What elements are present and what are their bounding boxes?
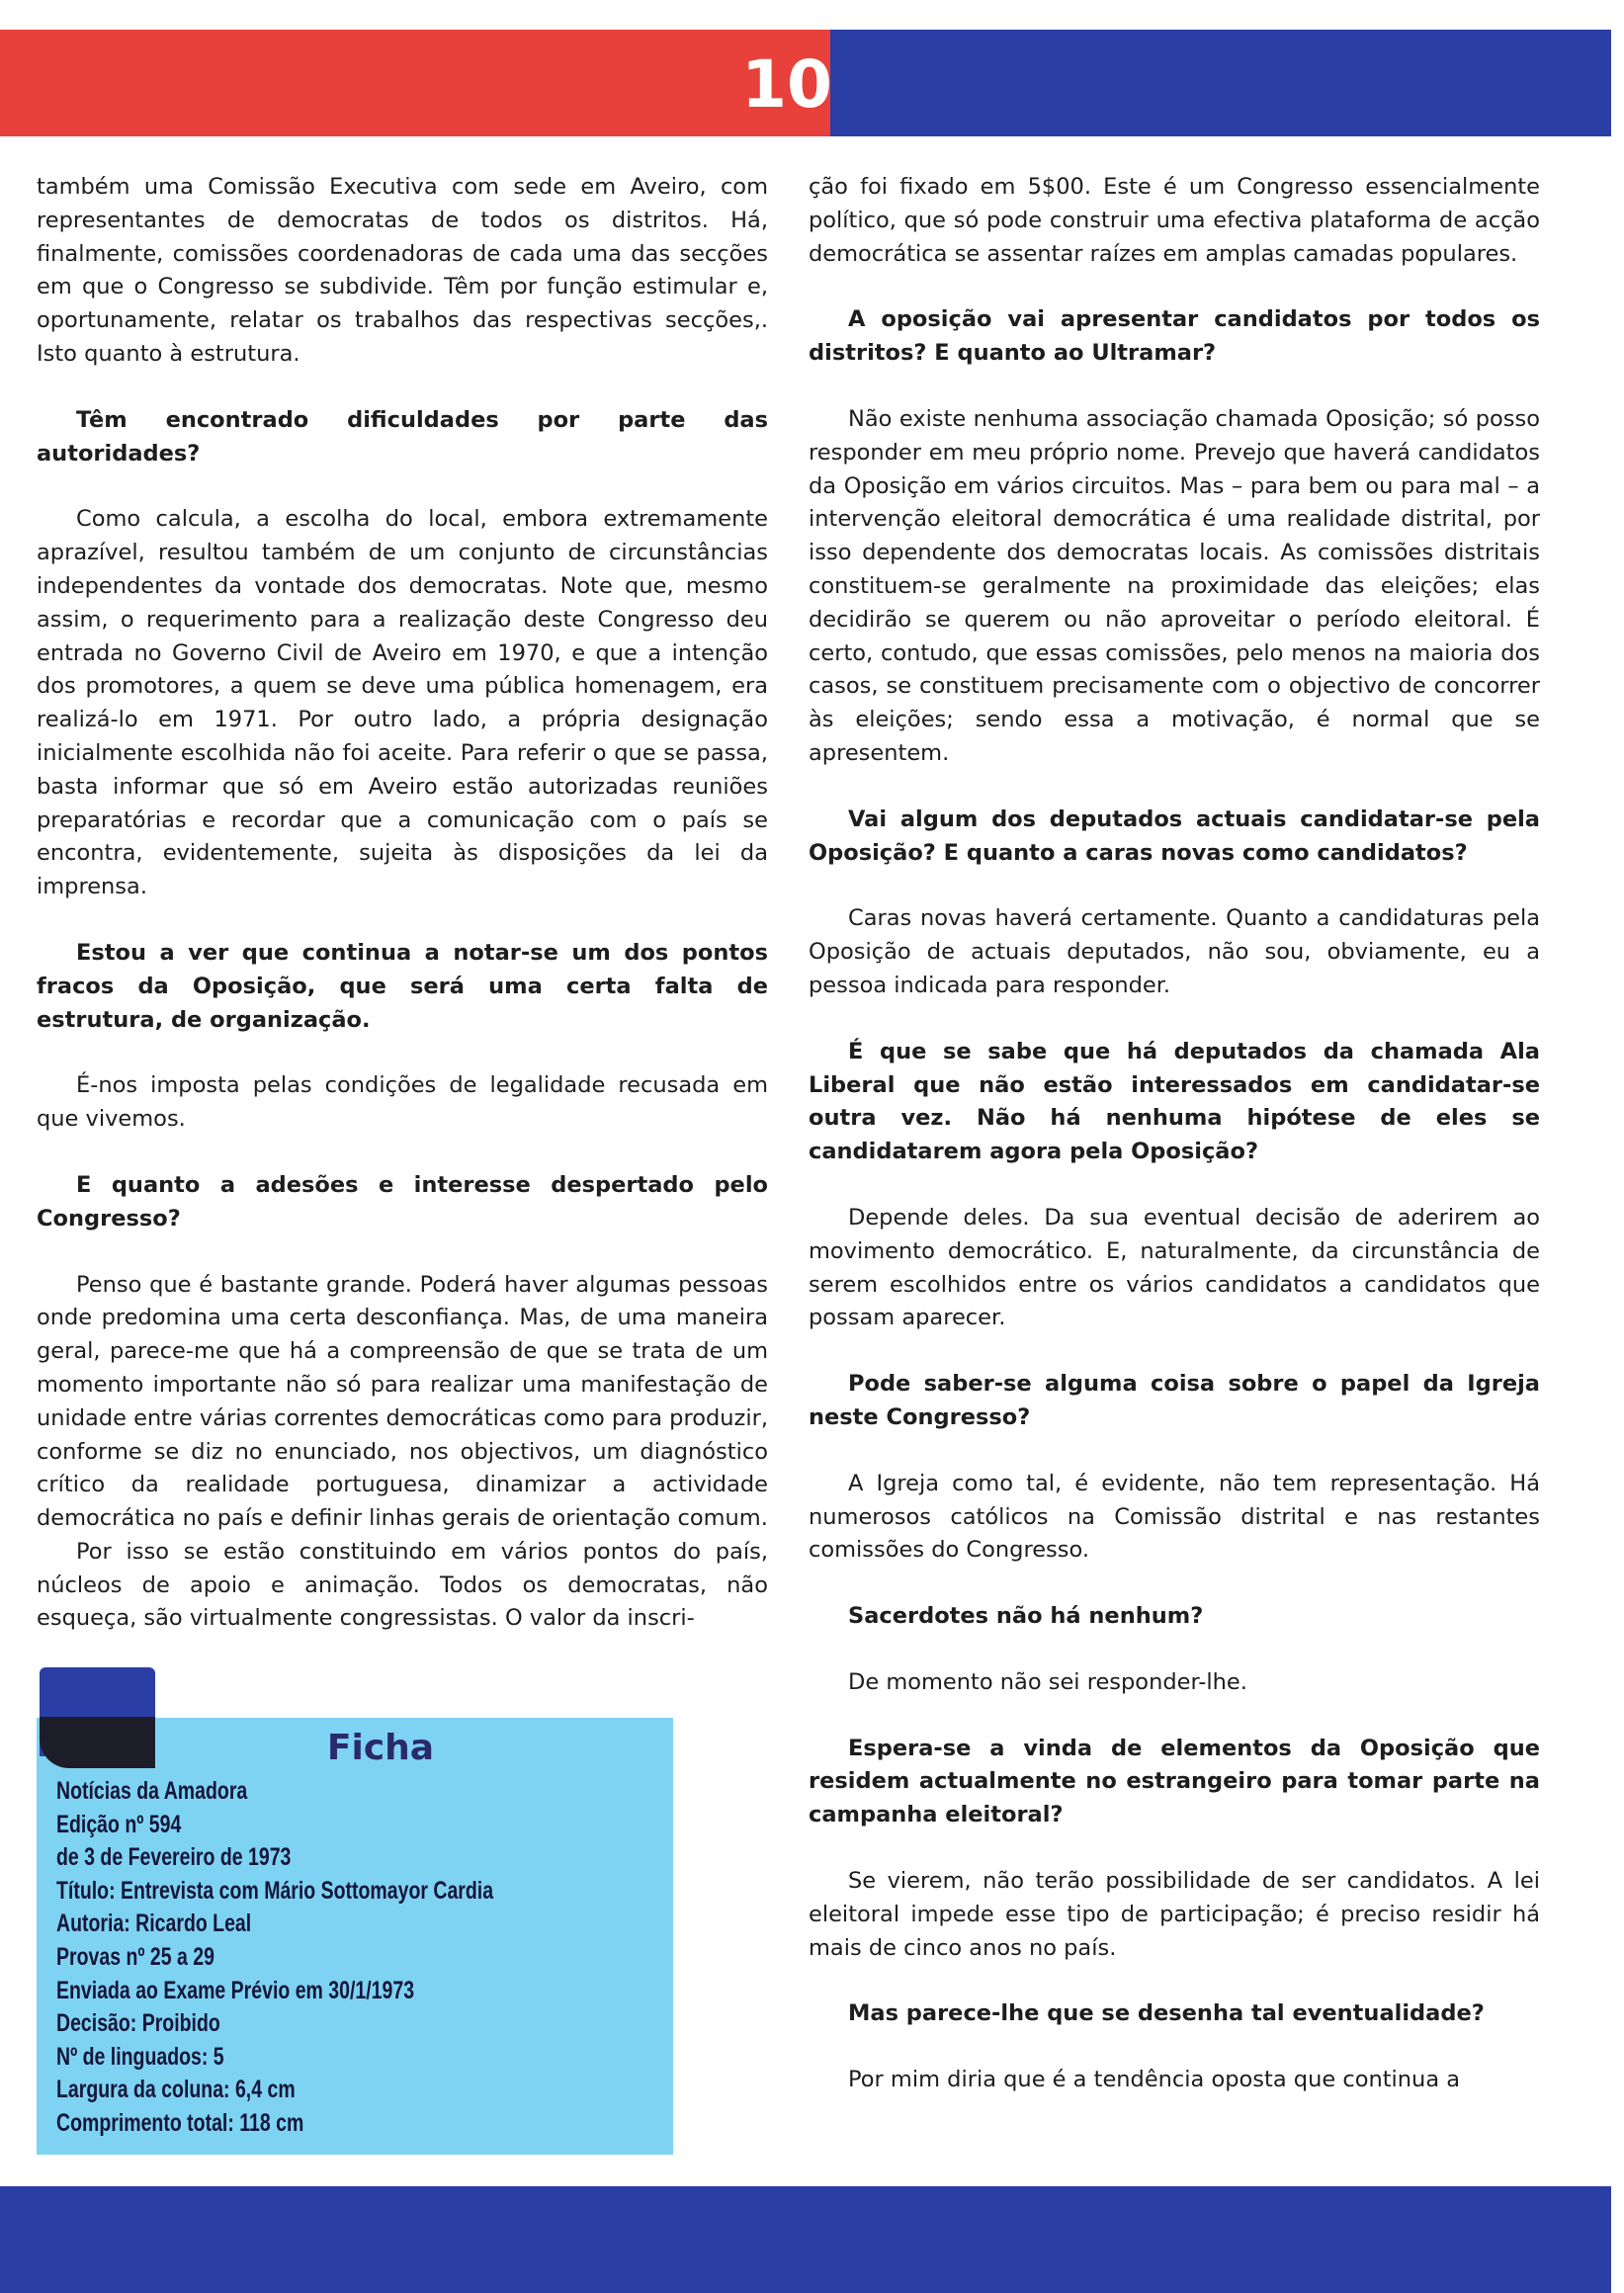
question-heading: A oposição vai apresentar candidatos por todos os distritos? E quanto ao Ultramar? — [809, 306, 1540, 367]
answer-paragraph: Por isso se estão constituindo em vários pontos do país, núcleos de apoio e animação. Todos os democratas, não esqueça, são virtualmente congressistas. O valor da inscri- — [37, 1538, 768, 1632]
answer-paragraph: Depende deles. Da sua eventual decisão de aderirem ao movimento democrático. E, naturalmente, da circunstância de serem escolhidos entre os vários candidatos a candidatos que possam aparecer. — [809, 1204, 1540, 1331]
ficha-line: de 3 de Fevereiro de 1973 — [56, 1843, 292, 1872]
question-heading: É que se sabe que há deputados da chamada Ala Liberal que não estão interessados em candidatar-se outra vez. Não há nenhuma hipótese de eles se candidatarem agora pela Oposição? — [809, 1038, 1540, 1165]
answer-paragraph: A Igreja como tal, é evidente, não tem representação. Há numerosos católicos na Comissão distrital e nas restantes comissões do Congresso. — [809, 1470, 1540, 1564]
question-heading: Têm encontrado dificuldades por parte das autoridades? — [37, 406, 768, 467]
answer-paragraph: Como calcula, a escolha do local, embora extremamente aprazível, resultou também de um conjunto de circunstâncias independentes da vontade dos democratas. Note que, mesmo assim, o requerimento para a realização deste Congresso deu entrada no Governo Civil de Aveiro em 1970, e que a intenção dos promotores, a quem se deve uma pública homenagem, era realizá-lo em 1971. Por outro lado, a própria designação inicialmente escolhida não foi aceite. Para referir o que se passa, basta informar que só em Aveiro estão autorizadas reuniões preparatórias e recordar que a comunicação com o país se encontra, evidentemente, sujeita às disposições da lei da imprensa. — [37, 506, 768, 900]
question-heading: Mas parece-lhe que se desenha tal eventualidade? — [848, 2000, 1485, 2027]
ficha-tab-shadow — [40, 1717, 155, 1768]
right-column — [809, 171, 1540, 2097]
question-heading: Vai algum dos deputados actuais candidatar-se pela Oposição? E quanto a caras novas como candidatos? — [809, 806, 1540, 866]
question-heading: Estou a ver que continua a notar-se um dos pontos fracos da Oposição, que será uma certa falta de estrutura, de organização. — [37, 939, 768, 1033]
answer-paragraph: De momento não sei responder-lhe. — [848, 1668, 1247, 1695]
footer-blue-bar — [0, 2186, 1611, 2293]
question-heading: E quanto a adesões e interesse despertado pelo Congresso? — [37, 1171, 768, 1231]
ficha-line: Autoria: Ricardo Leal — [56, 1910, 252, 1938]
ficha-line: Comprimento total: 118 cm — [56, 2108, 304, 2137]
header-edge — [1611, 30, 1624, 136]
ficha-line: Provas nº 25 a 29 — [56, 1942, 214, 1971]
question-heading: Espera-se a vinda de elementos da Oposição que residem actualmente no estrangeiro para tomar parte na campanha eleitoral? — [809, 1735, 1540, 1828]
ficha-title: Ficha — [326, 1728, 435, 1768]
answer-paragraph: Se vierem, não terão possibilidade de ser candidatos. A lei eleitoral impede esse tipo de participação; é preciso residir há mais de cinco anos no país. — [809, 1868, 1540, 1961]
header-red-bar — [0, 30, 830, 136]
ficha-line: Nº de linguados: 5 — [56, 2042, 224, 2071]
question-heading: Pode saber-se alguma coisa sobre o papel da Igreja neste Congresso? — [809, 1371, 1540, 1430]
ficha-line: Enviada ao Exame Prévio em 30/1/1973 — [56, 1976, 415, 2004]
answer-paragraph: Caras novas haverá certamente. Quanto a candidaturas pela Oposição de actuais deputados, não sou, obviamente, eu a pessoa indicada para responder. — [809, 905, 1540, 998]
answer-paragraph: É-nos imposta pelas condições de legalidade recusada em que vivemos. — [37, 1072, 768, 1133]
answer-paragraph: Não existe nenhuma associação chamada Oposição; só posso responder em meu próprio nome. Prevejo que haverá candidatos da Oposição em vários circuitos. Mas – para bem ou para mal – a intervenção eleitoral democrática é uma realidade distrital, por isso dependente dos democratas locais. As comissões distritais constituem-se geralmente na proximidade das eleições; elas decidirão se querem ou não aproveitar o período eleitoral. É certo, contudo, que essas comissões, pelo menos na maioria dos casos, se constituem precisamente com o objectivo de concorrer às eleições; sendo essa a motivação, é normal que se apresentem. — [809, 405, 1540, 766]
page-number: 10 — [741, 46, 832, 123]
answer-paragraph: Penso que é bastante grande. Poderá haver algumas pessoas onde predomina uma certa desconfiança. Mas, de uma maneira geral, parece-me que há a compreensão de que se trata de um momento importante não só para realizar uma manifestação de unidade entre várias correntes democráticas como para produzir, conforme se diz no enunciado, nos objectivos, um diagnóstico crítico da realidade portuguesa, dinamizar a actividade democrática no país e definir linhas gerais de orientação comum. — [37, 1271, 768, 1532]
ficha-line: Notícias da Amadora — [56, 1777, 248, 1805]
ficha-line: Decisão: Proibido — [56, 2009, 220, 2038]
answer-paragraph: ção foi fixado em 5$00. Este é um Congresso essencialmente político, que só pode construir uma efectiva plataforma de acção democrática se assentar raízes em amplas camadas populares. — [809, 174, 1540, 267]
question-heading: Sacerdotes não há nenhum? — [848, 1603, 1204, 1630]
header-blue-bar — [830, 30, 1611, 136]
ficha-line: Título: Entrevista com Mário Sottomayor Cardia — [56, 1876, 494, 1905]
answer-paragraph: também uma Comissão Executiva com sede em Aveiro, com representantes de democratas de todos os distritos. Há, finalmente, comissões coordenadoras de cada uma das secções em que o Congresso se subdivide. Têm por função estimular e, oportunamente, relatar os trabalhos das respectivas secções,. Isto quanto à estrutura. — [37, 174, 768, 367]
ficha-list — [56, 1775, 617, 2141]
answer-paragraph: Por mim diria que é a tendência oposta que continua a — [848, 2067, 1461, 2093]
left-column — [37, 171, 768, 1636]
ficha-line: Edição nº 594 — [56, 1810, 182, 1838]
ficha-line: Largura da coluna: 6,4 cm — [56, 2076, 296, 2104]
